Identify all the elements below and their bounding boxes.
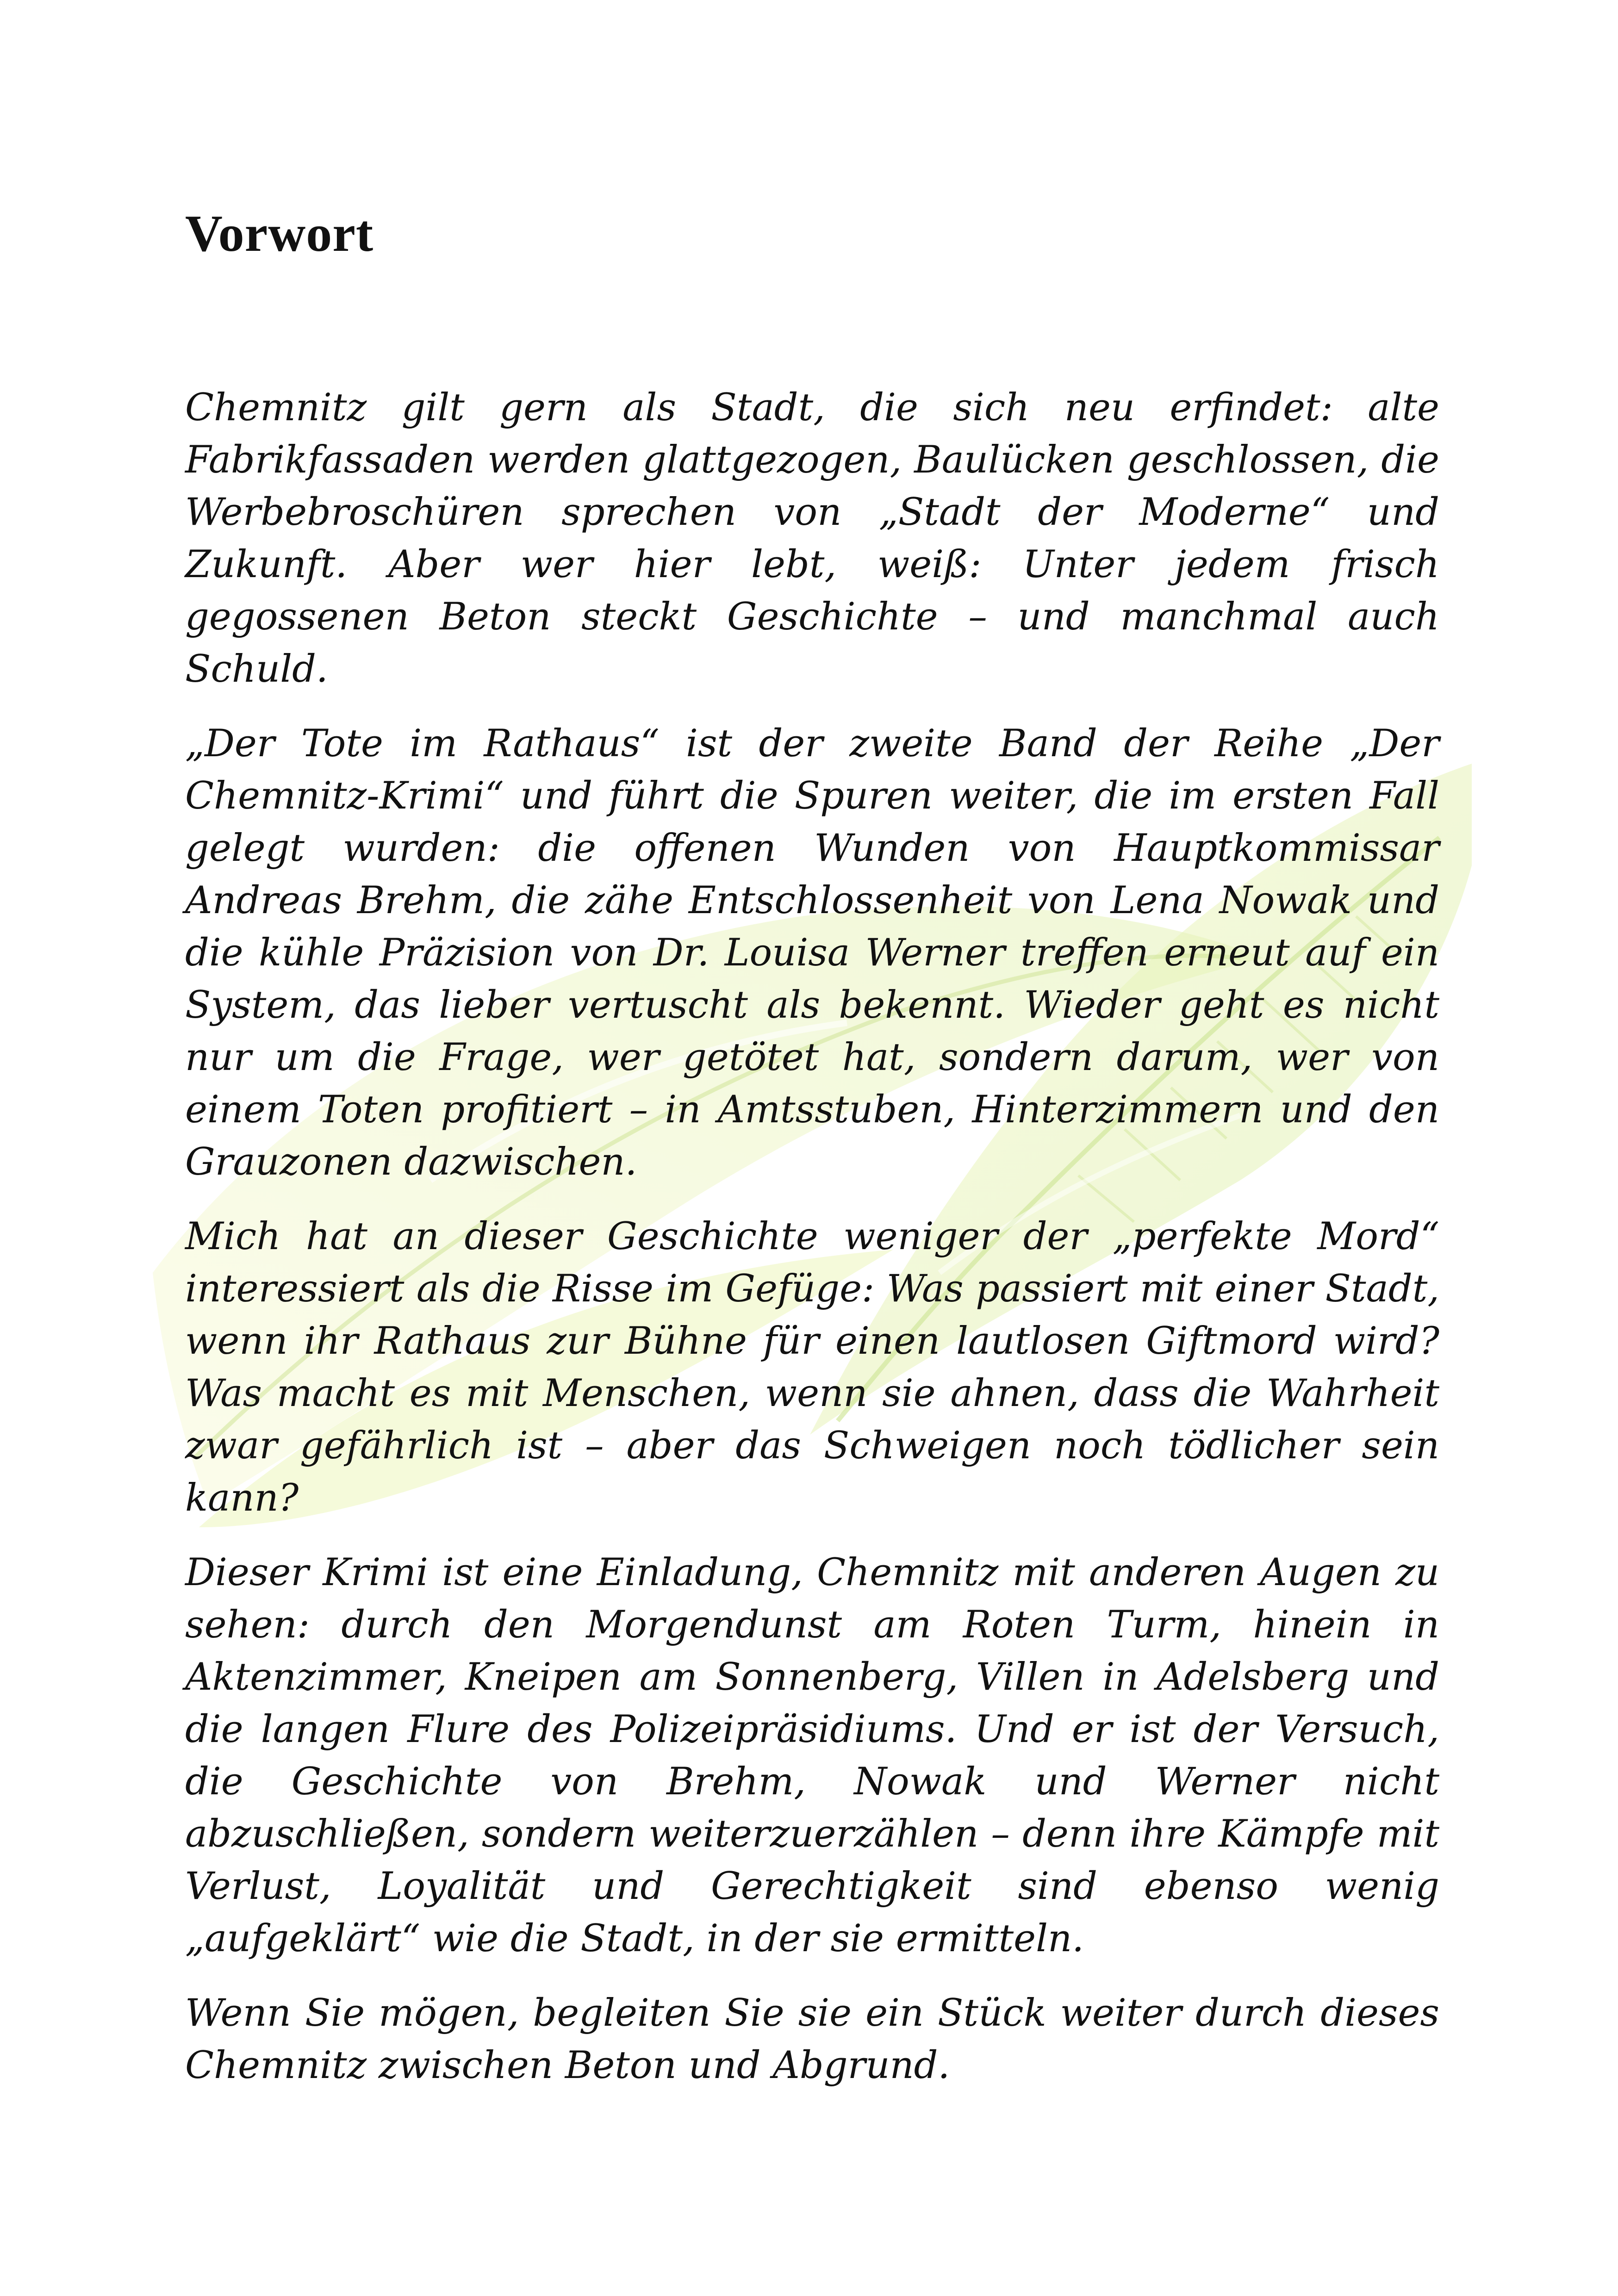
page-title: Vorwort bbox=[185, 205, 374, 262]
paragraph: Mich hat an dieser Geschichte weniger der „perfekte Mord“ interessiert als die Risse im Gefüge: Was passiert mit einer Stadt, wenn ihr Rathaus zur Bühne für einen lautlosen Giftmord wird? Was macht es mit Menschen, wenn sie ahnen, dass die Wahrheit zwar gefährlich ist – aber das Schweigen noch tödlicher sein kann? bbox=[185, 1215, 1439, 1520]
paragraph: „Der Tote im Rathaus“ ist der zweite Band der Reihe „Der Chemnitz-Krimi“ und führt die Spuren weiter, die im ersten Fall gelegt wurden: die offenen Wunden von Hauptkommissar Andreas Brehm, die zähe Entschlossenheit von Lena Nowak und die kühle Präzision von Dr. Louisa Werner treffen erneut auf ein System, das lieber vertuscht als bekennt. Wieder geht es nicht nur um die Frage, wer getötet hat, sondern darum, wer von einem Toten profitiert – in Amtsstuben, Hinterzimmern und den Grauzonen dazwischen. bbox=[185, 722, 1439, 1184]
paragraph: Wenn Sie mögen, begleiten Sie sie ein Stück weiter durch dieses Chemnitz zwischen Beton und Abgrund. bbox=[185, 1991, 1439, 2087]
body-text bbox=[185, 382, 1439, 2092]
document-content bbox=[185, 204, 1439, 2114]
paragraph: Dieser Krimi ist eine Einladung, Chemnitz mit anderen Augen zu sehen: durch den Morgendunst am Roten Turm, hinein in Aktenzimmer, Kneipen am Sonnenberg, Villen in Adelsberg und die langen Flure des Polizeipräsidiums. Und er ist der Versuch, die Geschichte von Brehm, Nowak und Werner nicht abzuschließen, sondern weiterzuerzählen – denn ihre Kämpfe mit Verlust, Loyalität und Gerechtigkeit sind ebenso wenig „aufgeklärt“ wie die Stadt, in der sie ermitteln. bbox=[185, 1551, 1439, 1960]
paragraph: Chemnitz gilt gern als Stadt, die sich neu erfindet: alte Fabrikfassaden werden glattgezogen, Baulücken geschlossen, die Werbebroschüren sprechen von „Stadt der Moderne“ und Zukunft. Aber wer hier lebt, weiß: Unter jedem frisch gegossenen Beton steckt Geschichte – und manchmal auch Schuld. bbox=[185, 386, 1439, 691]
